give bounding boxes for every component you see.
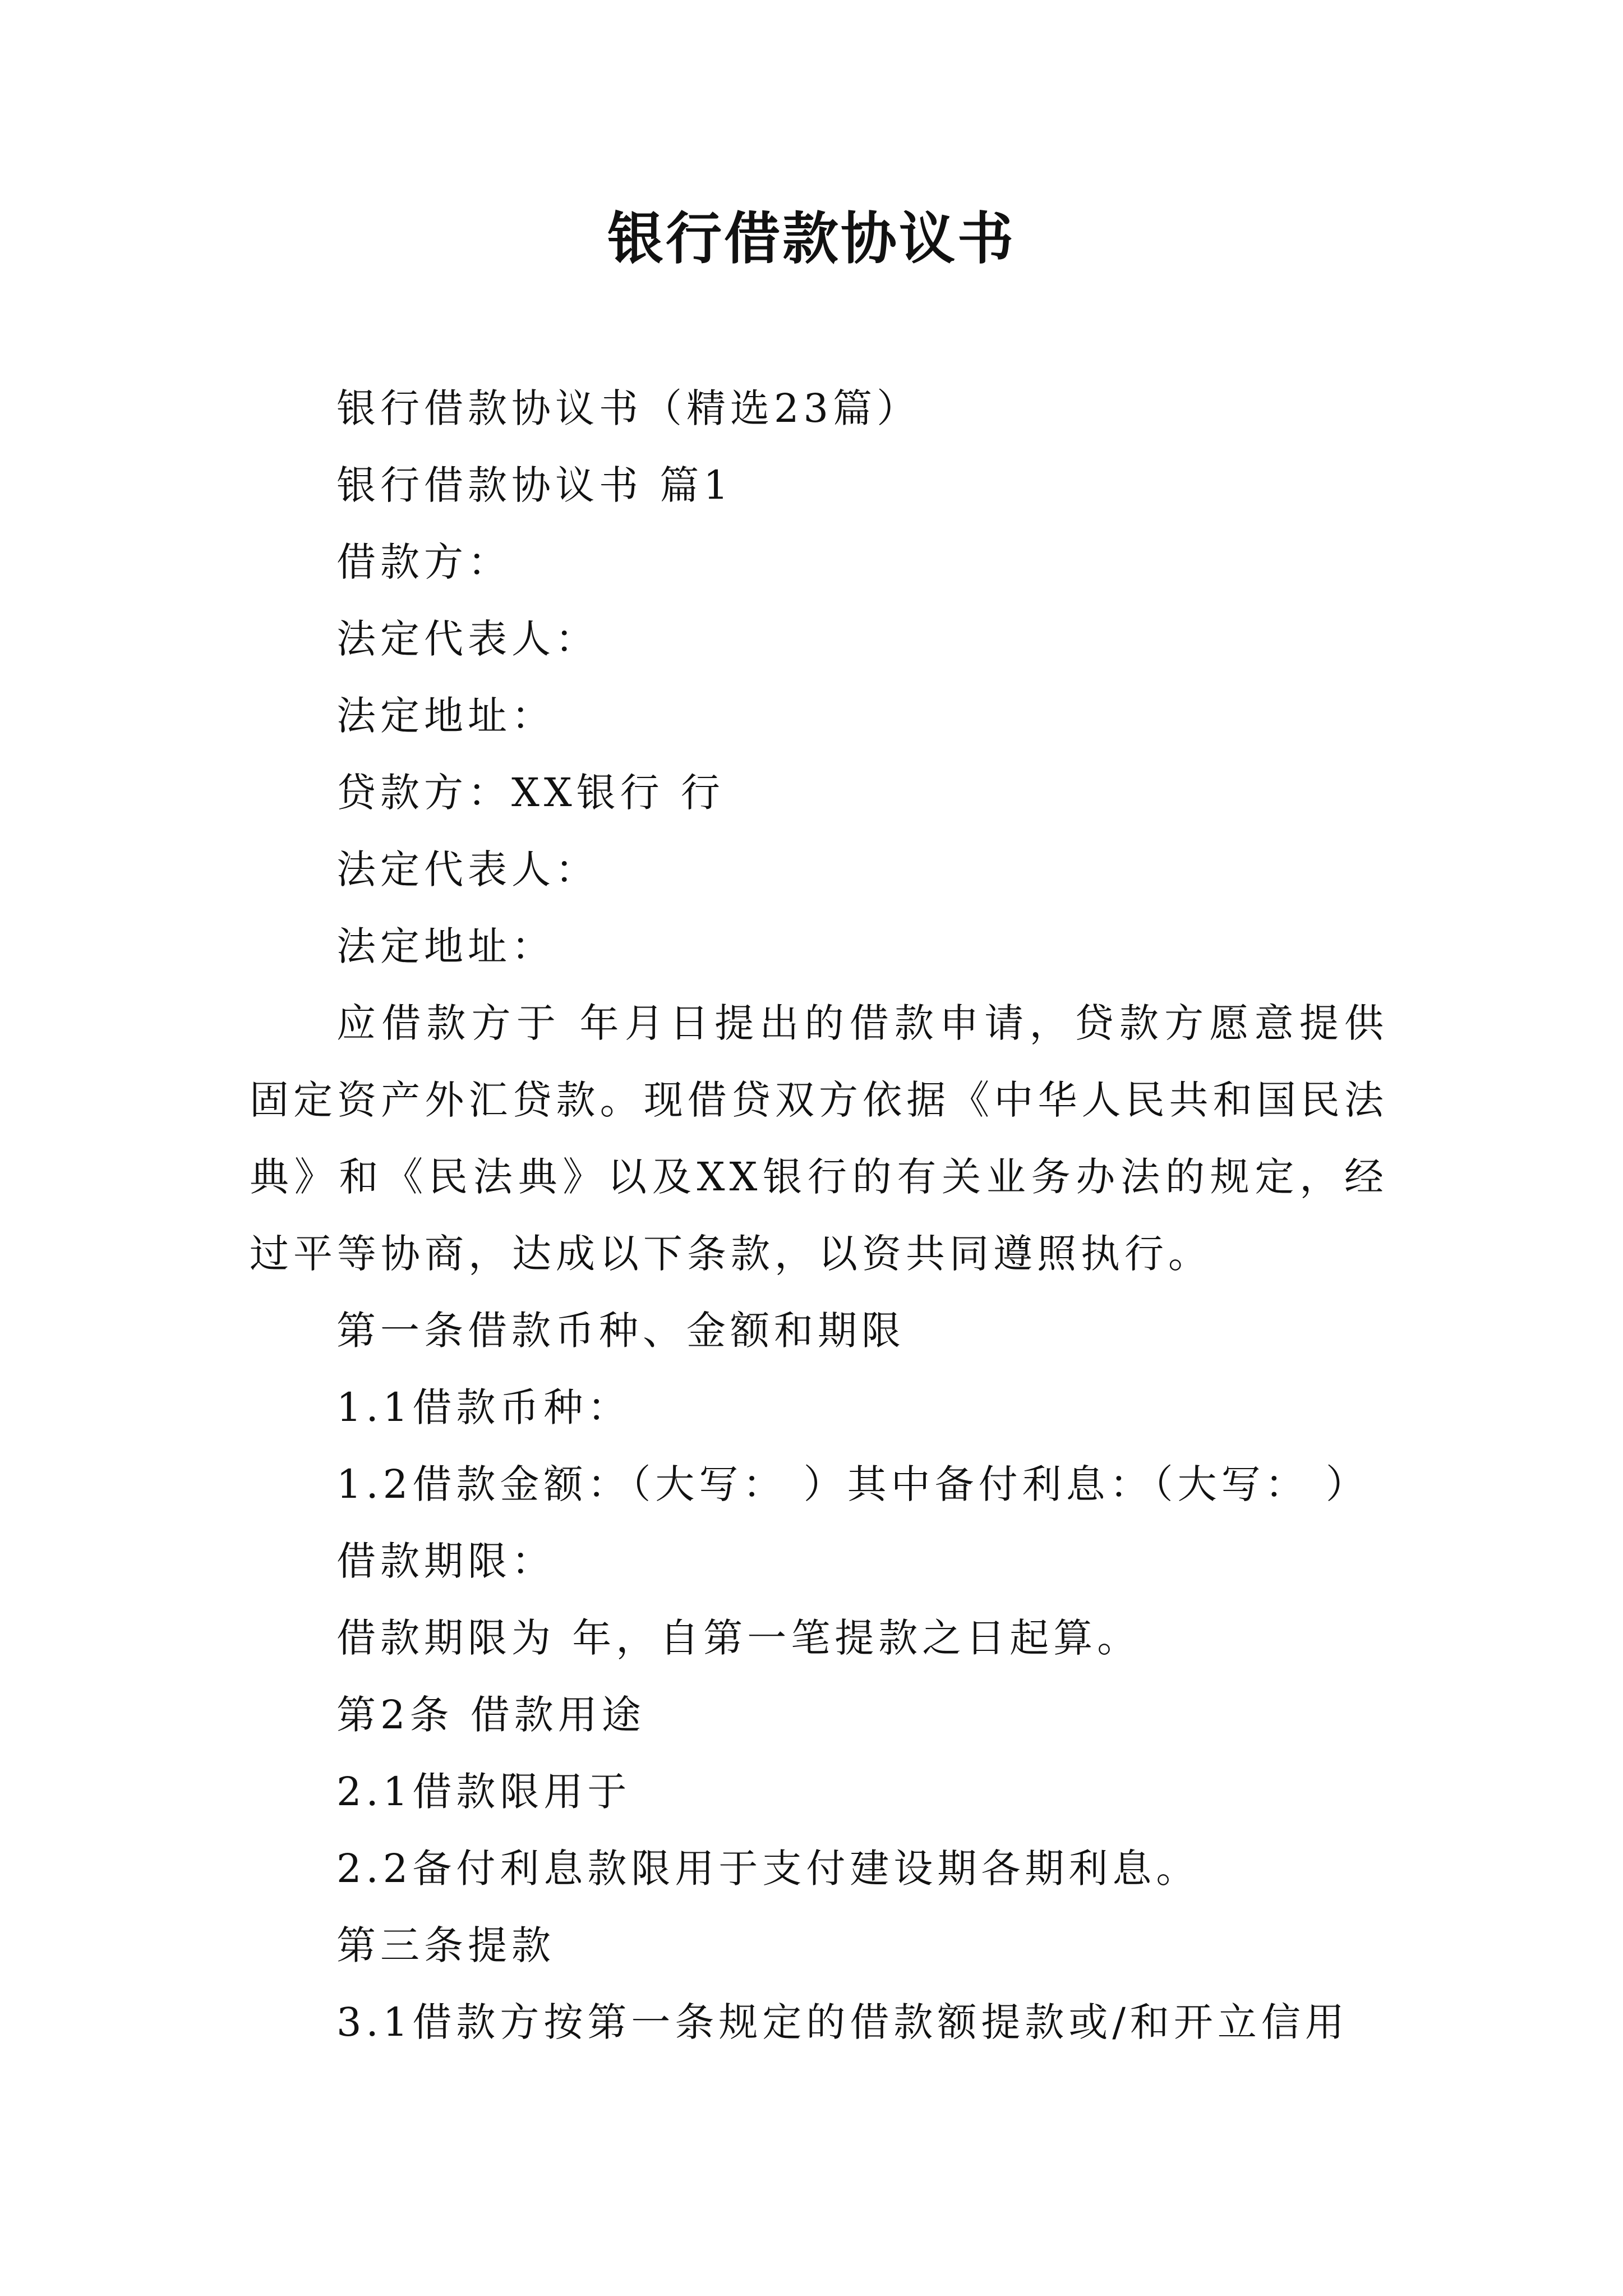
document-body [250,370,1388,2061]
clause-1-2: 1.2借款金额：（大写： ）其中备付利息：（大写： ） [336,1461,1370,1507]
article-3-heading: 第三条提款 [336,1922,555,1968]
document-title: 银行借款协议书 [607,205,1016,272]
loan-term-text: 借款期限为 年，自第一笔提款之日起算。 [336,1615,1141,1661]
section-heading: 银行借款协议书 篇1 [336,462,733,508]
clause-1-1: 1.1借款币种： [336,1384,631,1430]
lender-address-field: 法定地址： [336,923,555,969]
borrower-field: 借款方： [336,539,511,585]
loan-term-label: 借款期限： [336,1538,555,1584]
clause-3-1: 3.1借款方按第一条规定的借款额提款或/和开立信用 [336,1999,1349,2045]
borrower-address-field: 法定地址： [336,693,555,739]
borrower-representative-field: 法定代表人： [336,616,599,662]
article-2-heading: 第2条 借款用途 [336,1692,645,1738]
lender-field: 贷款方：XX银行 行 [336,770,725,816]
article-1-heading: 第一条借款币种、金额和期限 [336,1308,905,1354]
lender-representative-field: 法定代表人： [336,846,599,892]
subtitle-line: 银行借款协议书（精选23篇） [336,385,921,431]
clause-2-1: 2.1借款限用于 [336,1769,631,1815]
preamble-paragraph: 应借款方于 年月日提出的借款申请，贷款方愿意提供固定资产外汇贷款。现借贷双方依据《中华人民共和国民法典》和《民法典》以及XX银行的有关业务办法的规定，经过平等协商，达成以下条款，以资共同遵照执行。 [250,1000,1388,1277]
clause-2-2: 2.2备付利息款限用于支付建设期各期利息。 [336,1846,1200,1892]
